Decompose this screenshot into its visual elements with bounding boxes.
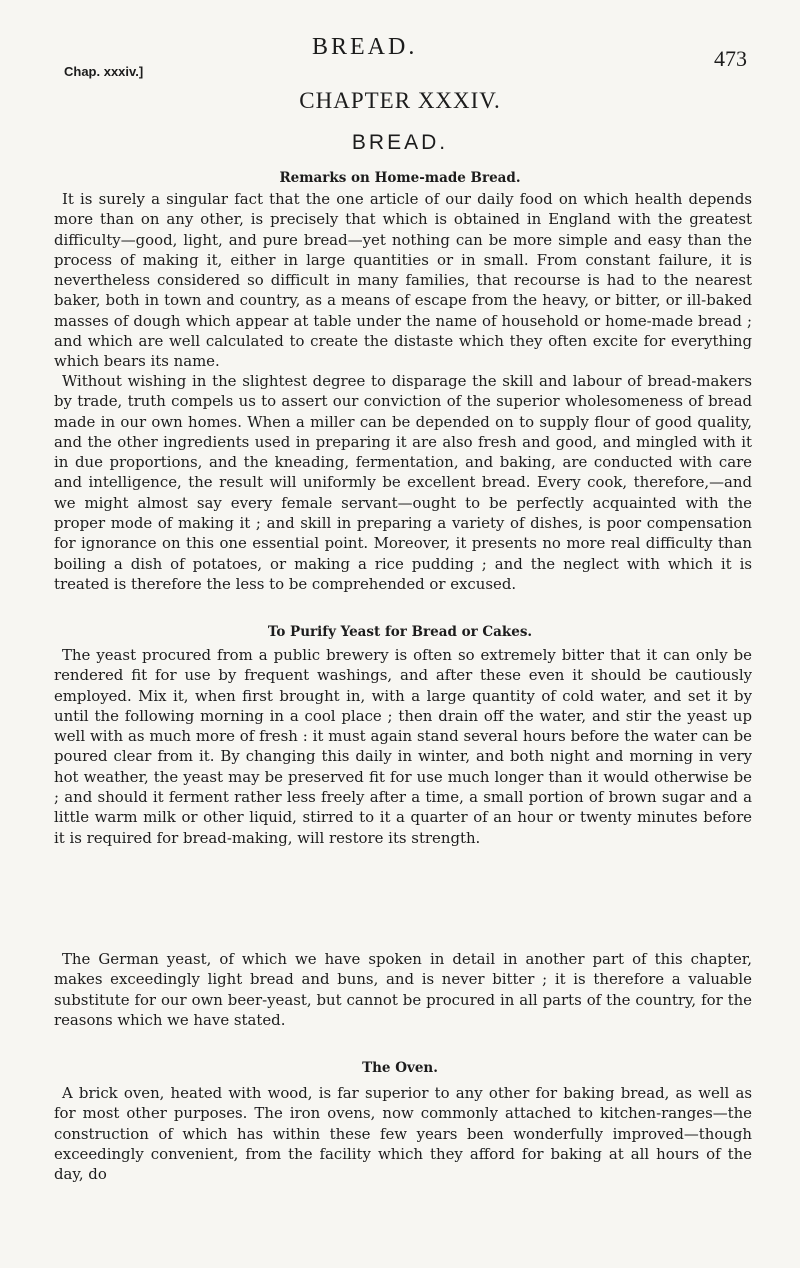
paragraph-home-made-bread-1: It is surely a singular fact that the one article of our daily food on which health depends more than on any other, is precisely that which is obtained in England with the greatest difficulty—good, light, and pure bread—yet nothing can be more simple and easy than the process of making it, either in large quantities or in small. From constant failure, it is nevertheless considered so difficult in many families, that recourse is had to the nearest baker, both in town and country, as a means of escape from the heavy, or bitter, or ill-baked masses of dough which appear at table under the name of household or home-made bread ; and which are well calculated to create the distaste which they often excite for everything which bears its name. (54, 190, 752, 371)
section-heading-purify-yeast: To Purify Yeast for Bread or Cakes. (267, 624, 533, 640)
paragraph-purify-yeast-1: The yeast procured from a public brewery is often so extremely bitter that it can only be rendered fit for use by frequent washings, and after these even it should be cautiously employed. Mix it, when first brought in, with a large quantity of cold water, and set it by until the following morning in a cool place ; then drain off the water, and stir the yeast up well with as much more of fresh : it must again stand several hours before the water can be poured clear from it. By changing this daily in winter, and both night and morning in very hot weather, the yeast may be preserved fit for use much longer than it would otherwise be ; and should it ferment rather less freely after a time, a small portion of brown sugar and a little warm milk or other liquid, stirred to it a quarter of an hour or twenty minutes before it is required for bread-making, will restore its strength. (54, 646, 752, 847)
paragraph-purify-yeast-2: The German yeast, of which we have spoken in detail in another part of this chapter, makes exceedingly light bread and buns, and is never bitter ; it is therefore a valuable substitute for our own beer-yeast, but cannot be procured in all parts of the country, for the reasons which we have stated. (54, 950, 752, 1029)
paragraph-oven-1: A brick oven, heated with wood, is far superior to any other for baking bread, as well as for most other purposes. The iron ovens, now commonly attached to kitchen-ranges—the construction of which has within these few years been wonderfully improved—though exceedingly convenient, from the facility which they afford for baking at all hours of the day, do (54, 1084, 752, 1184)
chapter-marker: Chap. xxxiv.] (64, 64, 144, 79)
running-title: BREAD. (312, 34, 418, 60)
section-heading-home-made-bread: Remarks on Home-made Bread. (279, 170, 521, 186)
section-heading-oven: The Oven. (362, 1060, 438, 1076)
paragraph-home-made-bread-2: Without wishing in the slightest degree to disparage the skill and labour of bread-makers by trade, truth compels us to assert our conviction of the superior wholesomeness of bread made in our own homes. When a miller can be depended on to supply flour of good quality, and the other ingredients used in preparing it are also fresh and good, and mingled with it in due proportions, and the kneading, fermentation, and baking, are conducted with care and intelligence, the result will uniformly be excellent bread. Every cook, therefore,—and we might almost say every female servant—ought to be perfectly acquainted with the proper mode of making it ; and skill in preparing a variety of dishes, is poor compensation for ignorance on this one essential point. Moreover, it presents no more real difficulty than boiling a dish of potatoes, or making a rice pudding ; and the neglect with which it is treated is therefore the less to be comprehended or excused. (54, 372, 752, 593)
running-head (0, 34, 800, 71)
chapter-title: CHAPTER XXXIV. (299, 88, 501, 113)
page-number: 473 (714, 46, 747, 71)
section-title: BREAD. (351, 131, 449, 154)
